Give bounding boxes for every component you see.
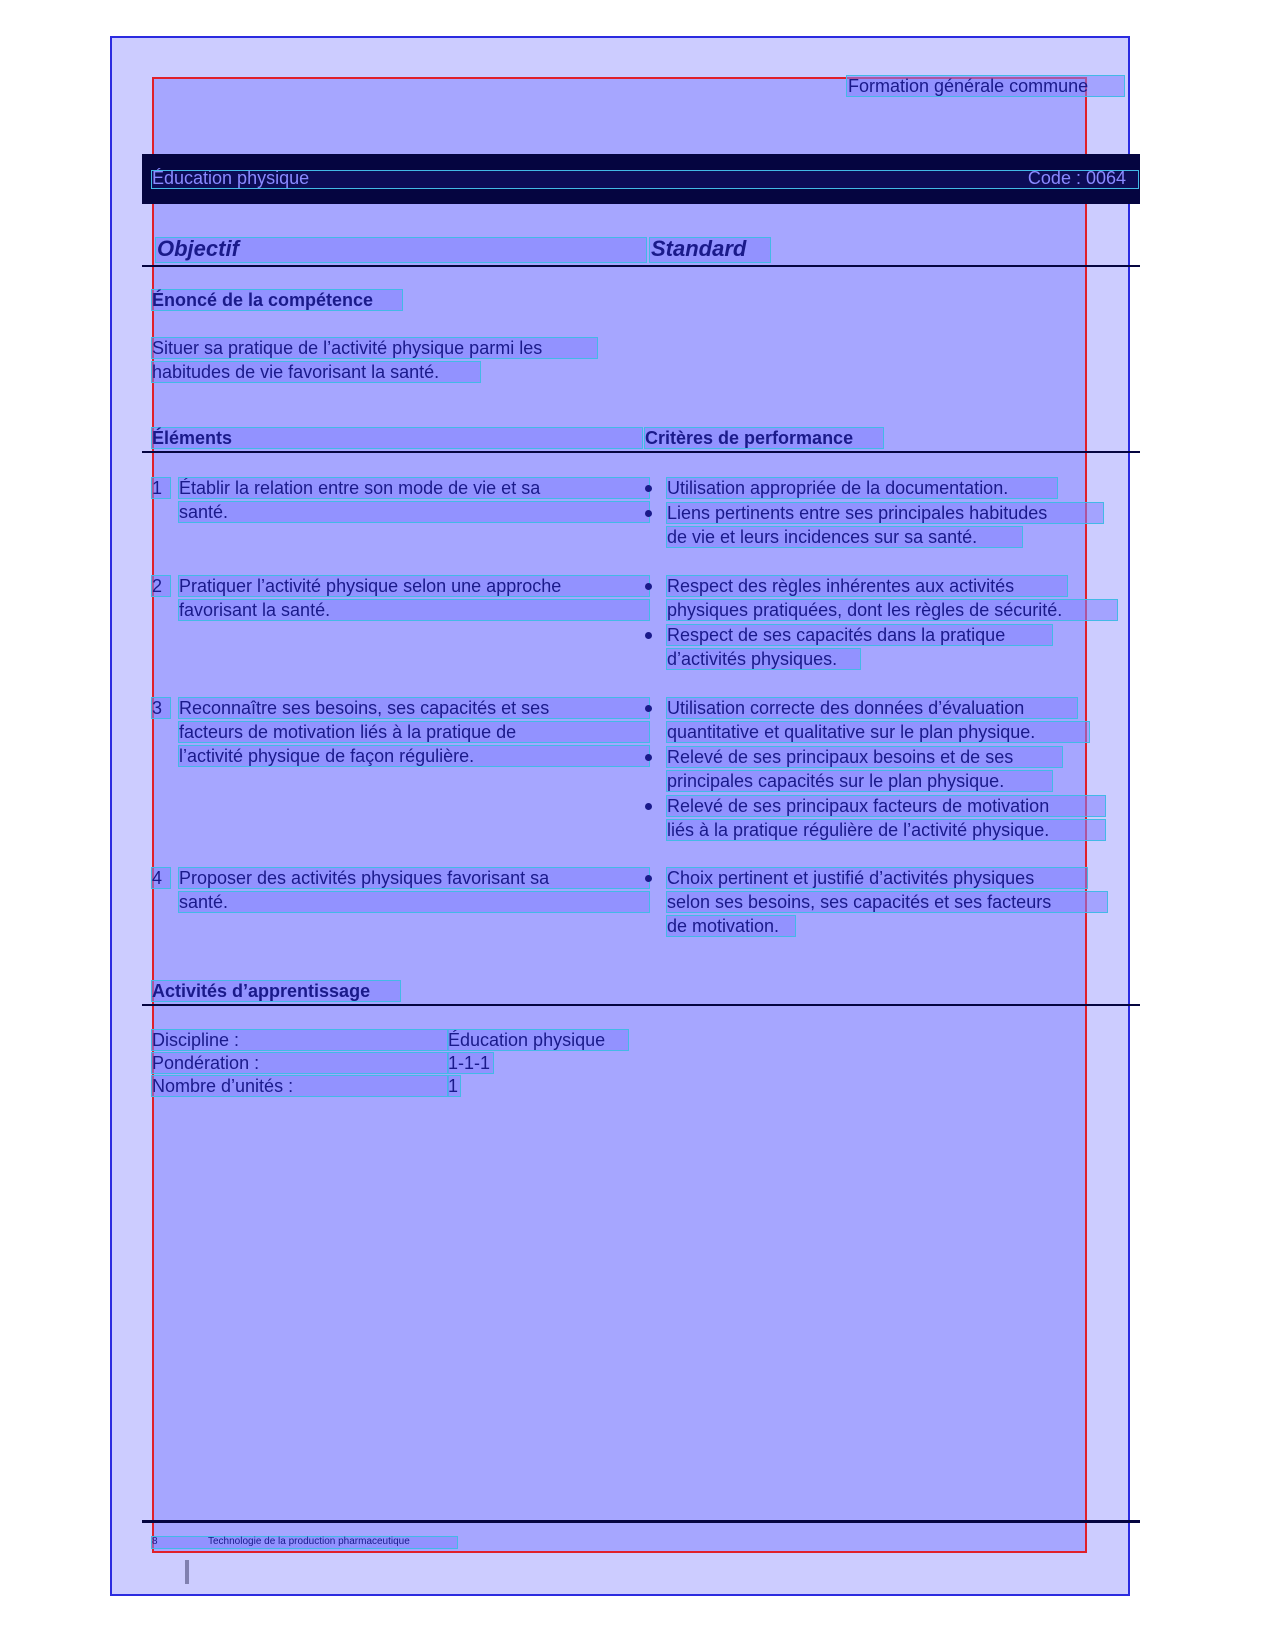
activity-label: Discipline :	[152, 1030, 240, 1050]
activities-heading: Activités d’apprentissage	[152, 981, 371, 1001]
criterion-line: Relevé de ses principaux facteurs de motivation	[667, 796, 1050, 816]
bullet	[645, 632, 652, 639]
footer-page-number: 8	[152, 1536, 158, 1547]
criterion-line: de motivation.	[667, 916, 780, 936]
rule-1	[142, 265, 1140, 267]
criterion-line: liés à la pratique régulière de l’activité physique.	[667, 820, 1050, 840]
criterion-line: selon ses besoins, ses capacités et ses facteurs	[667, 892, 1052, 912]
rule-2	[142, 451, 1140, 453]
element-number: 1	[152, 478, 163, 498]
activity-label: Nombre d’unités :	[152, 1076, 294, 1096]
element-line: Pratiquer l’activité physique selon une approche	[179, 576, 562, 596]
element-number: 2	[152, 576, 163, 596]
text-cursor-mark	[185, 1560, 189, 1584]
competence-line: habitudes de vie favorisant la santé.	[152, 362, 440, 382]
activity-value: 1	[448, 1076, 459, 1096]
element-line: favorisant la santé.	[179, 600, 331, 620]
bullet	[645, 754, 652, 761]
program-type: Formation générale commune	[848, 76, 1089, 96]
criterion-line: Respect des règles inhérentes aux activités	[667, 576, 1015, 596]
criterion-line: Utilisation appropriée de la documentation.	[667, 478, 1009, 498]
activity-value: 1-1-1	[448, 1053, 491, 1073]
elements-heading: Éléments	[152, 428, 233, 448]
footer-program: Technologie de la production pharmaceutique	[208, 1536, 410, 1547]
criterion-line: Relevé de ses principaux besoins et de ses	[667, 747, 1014, 767]
criterion-line: Respect de ses capacités dans la pratique	[667, 625, 1006, 645]
objectif-heading: Objectif	[157, 236, 239, 261]
bullet	[645, 705, 652, 712]
element-line: santé.	[179, 502, 229, 522]
bullet	[645, 510, 652, 517]
course-title: Éducation physique	[152, 168, 310, 188]
criterion-line: Utilisation correcte des données d’évaluation	[667, 698, 1025, 718]
competence-line: Situer sa pratique de l’activité physique parmi les	[152, 338, 543, 358]
course-header-bar	[142, 154, 1140, 204]
criterion-line: de vie et leurs incidences sur sa santé.	[667, 527, 978, 547]
rule-3	[142, 1004, 1140, 1006]
element-line: Établir la relation entre son mode de vie et sa	[179, 478, 541, 498]
element-line: santé.	[179, 892, 229, 912]
bullet	[645, 583, 652, 590]
criterion-line: principales capacités sur le plan physique.	[667, 771, 1005, 791]
criterion-line: Liens pertinents entre ses principales habitudes	[667, 503, 1048, 523]
activity-label: Pondération :	[152, 1053, 260, 1073]
element-line: l’activité physique de façon régulière.	[179, 746, 475, 766]
element-line: Reconnaître ses besoins, ses capacités et ses	[179, 698, 550, 718]
course-code: Code : 0064	[1027, 168, 1126, 188]
activity-value: Éducation physique	[448, 1030, 606, 1050]
element-line: facteurs de motivation liés à la pratique de	[179, 722, 517, 742]
criterion-line: quantitative et qualitative sur le plan physique.	[667, 722, 1036, 742]
element-line: Proposer des activités physiques favorisant sa	[179, 868, 550, 888]
element-line-box	[179, 502, 649, 522]
element-number: 3	[152, 698, 163, 718]
criterion-line: Choix pertinent et justifié d’activités physiques	[667, 868, 1035, 888]
element-line-box	[179, 892, 649, 912]
bullet	[645, 485, 652, 492]
element-number: 4	[152, 868, 163, 888]
bullet	[645, 803, 652, 810]
criterion-line: physiques pratiquées, dont les règles de sécurité.	[667, 600, 1063, 620]
footer-rule	[142, 1520, 1140, 1523]
standard-heading: Standard	[651, 236, 747, 261]
criteria-heading: Critères de performance	[645, 428, 854, 448]
competence-heading: Énoncé de la compétence	[152, 290, 374, 310]
bullet	[645, 875, 652, 882]
criterion-line: d’activités physiques.	[667, 649, 838, 669]
